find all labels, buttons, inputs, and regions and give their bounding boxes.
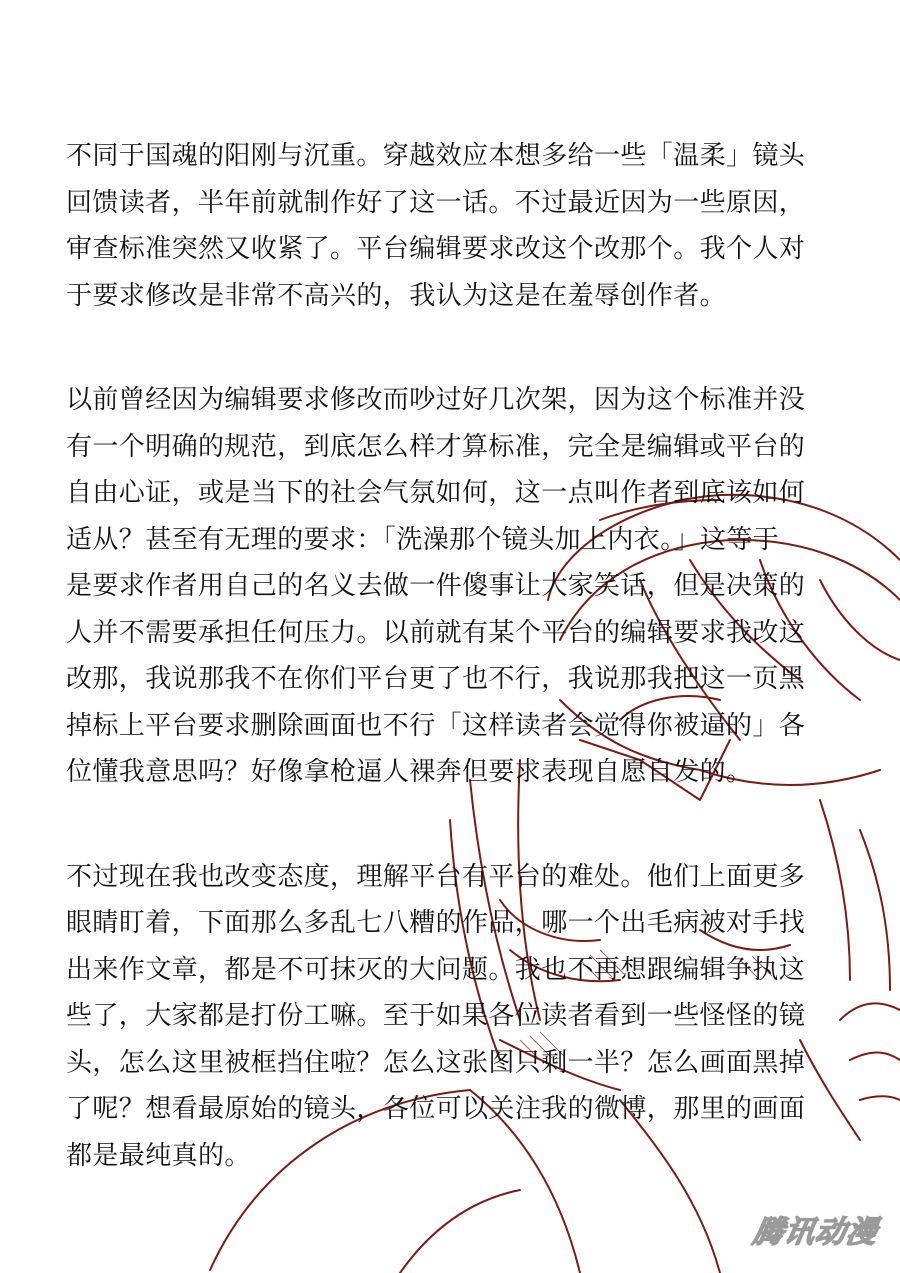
- text-line: 以前曾经因为编辑要求修改而吵过好几次架，因为这个标准并没: [66, 385, 806, 415]
- text-line: 出来作文章，都是不可抹灭的大问题。我也不再想跟编辑争执这: [66, 954, 806, 985]
- paragraph-2: [66, 377, 866, 796]
- text-line: 是要求作者用自己的名义去做一件傻事让大家笑话，但是决策的: [66, 571, 806, 601]
- text-line: 审查标准突然又收紧了。平台编辑要求改这个改那个。我个人对: [66, 234, 806, 264]
- text-line: 头，怎么这里被框挡住啦？怎么这张图只剩一半？怎么画面黑掉: [66, 1047, 806, 1078]
- text-line: 不同于国魂的阳刚与沉重。穿越效应本想多给一些「温柔」镜头: [66, 141, 806, 171]
- text-line: 了呢？想看最原始的镜头，各位可以关注我的微博，那里的画面: [66, 1094, 806, 1124]
- text-line: 些了，大家都是打份工嘛。至于如果各位读者看到一些怪怪的镜: [66, 1001, 806, 1031]
- text-line: 掉标上平台要求删除画面也不行「这样读者会觉得你被逼的」各: [66, 710, 806, 741]
- watermark-logo: 腾讯动漫: [750, 1215, 881, 1250]
- paragraph-1: [66, 133, 866, 319]
- author-note: [66, 133, 866, 1237]
- text-line: 于要求修改是非常不高兴的，我认为这是在羞辱创作者。: [66, 280, 727, 311]
- text-line: 不过现在我也改变态度，理解平台有平台的难处。他们上面更多: [66, 861, 806, 892]
- text-line: 适从？甚至有无理的要求：「洗澡那个镜头加上内衣。」这等于: [66, 524, 780, 555]
- text-line: 改那，我说那我不在你们平台更了也不行，我说那我把这一页黑: [66, 664, 806, 694]
- paragraph-3: [66, 854, 866, 1180]
- text-line: 自由心证，或是当下的社会气氛如何，这一点叫作者到底该如何: [66, 478, 806, 508]
- text-line: 人并不需要承担任何压力。以前就有某个平台的编辑要求我改这: [66, 617, 806, 648]
- text-line: 眼睛盯着，下面那么多乱七八糟的作品，哪一个出毛病被对手找: [66, 908, 806, 938]
- text-line: 位懂我意思吗？好像拿枪逼人裸奔但要求表现自愿自发的。: [66, 757, 753, 787]
- text-line: 都是最纯真的。: [66, 1140, 251, 1171]
- text-line: 有一个明确的规范，到底怎么样才算标准，完全是编辑或平台的: [66, 431, 806, 462]
- text-line: 回馈读者，半年前就制作好了这一话。不过最近因为一些原因，: [66, 187, 806, 218]
